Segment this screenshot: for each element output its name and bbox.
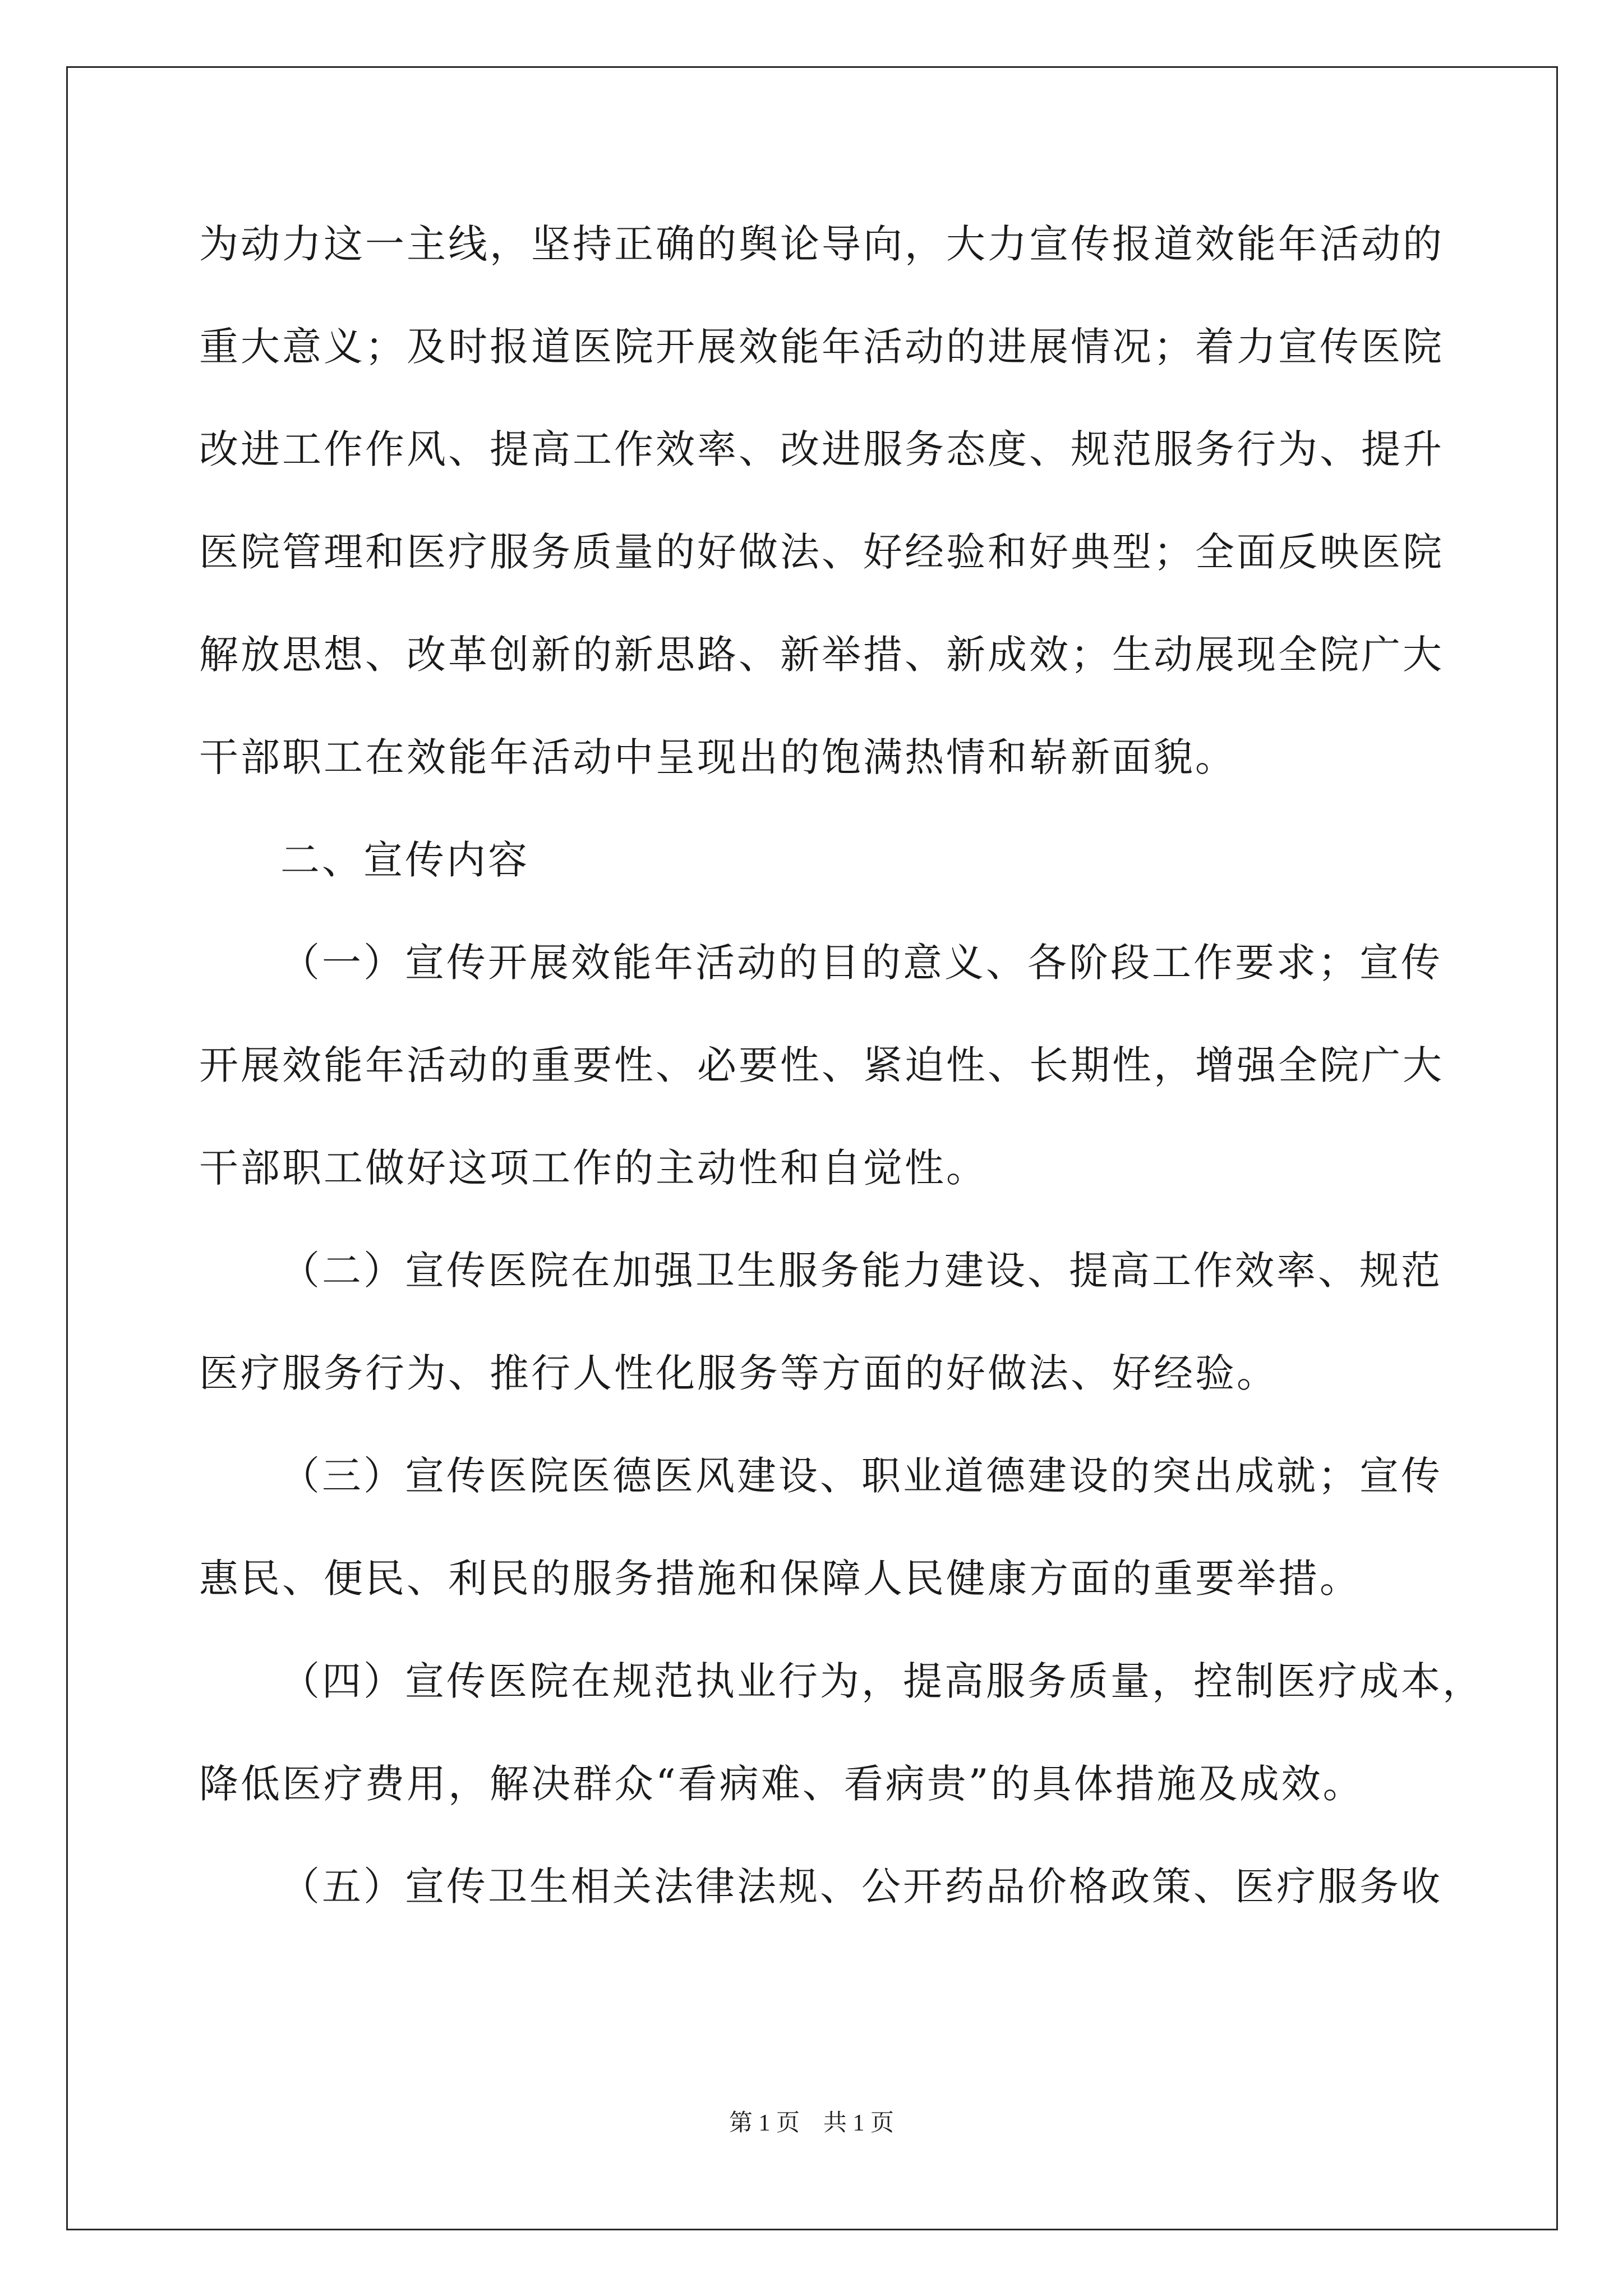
body-line: 医院管理和医疗服务质量的好做法、好经验和好典型；全面反映医院 (199, 529, 1444, 575)
body-line: 开展效能年活动的重要性、必要性、紧迫性、长期性，增强全院广大 (199, 1042, 1444, 1088)
body-line: 干部职工做好这项工作的主动性和自觉性。 (199, 1145, 988, 1191)
body-line: 解放思想、改革创新的新思路、新举措、新成效；生动展现全院广大 (199, 632, 1444, 678)
body-line: 医疗服务行为、推行人性化服务等方面的好做法、好经验。 (199, 1350, 1278, 1396)
body-line: 重大意义；及时报道医院开展效能年活动的进展情况；着力宣传医院 (199, 324, 1444, 370)
body-line: 改进工作作风、提高工作效率、改进服务态度、规范服务行为、提升 (199, 426, 1444, 472)
body-line: 惠民、便民、利民的服务措施和保障人民健康方面的重要举措。 (199, 1556, 1361, 1602)
body-line: （二）宣传医院在加强卫生服务能力建设、提高工作效率、规范 (280, 1248, 1442, 1294)
body-line: （五）宣传卫生相关法律法规、公开药品价格政策、医疗服务收 (280, 1864, 1442, 1910)
section-heading: 二、宣传内容 (280, 837, 529, 883)
body-line: （三）宣传医院医德医风建设、职业道德建设的突出成就；宣传 (280, 1453, 1442, 1499)
body-line: 干部职工在效能年活动中呈现出的饱满热情和崭新面貌。 (199, 734, 1237, 780)
body-line: 为动力这一主线，坚持正确的舆论导向，大力宣传报道效能年活动的 (199, 221, 1444, 267)
body-line: （一）宣传开展效能年活动的目的意义、各阶段工作要求；宣传 (280, 940, 1442, 986)
body-line: 降低医疗费用，解决群众“看病难、看病贵”的具体措施及成效。 (199, 1761, 1364, 1807)
body-line: （四）宣传医院在规范执业行为，提高服务质量，控制医疗成本， (280, 1658, 1484, 1704)
page-footer: 第 1 页 共 1 页 (728, 2110, 894, 2136)
